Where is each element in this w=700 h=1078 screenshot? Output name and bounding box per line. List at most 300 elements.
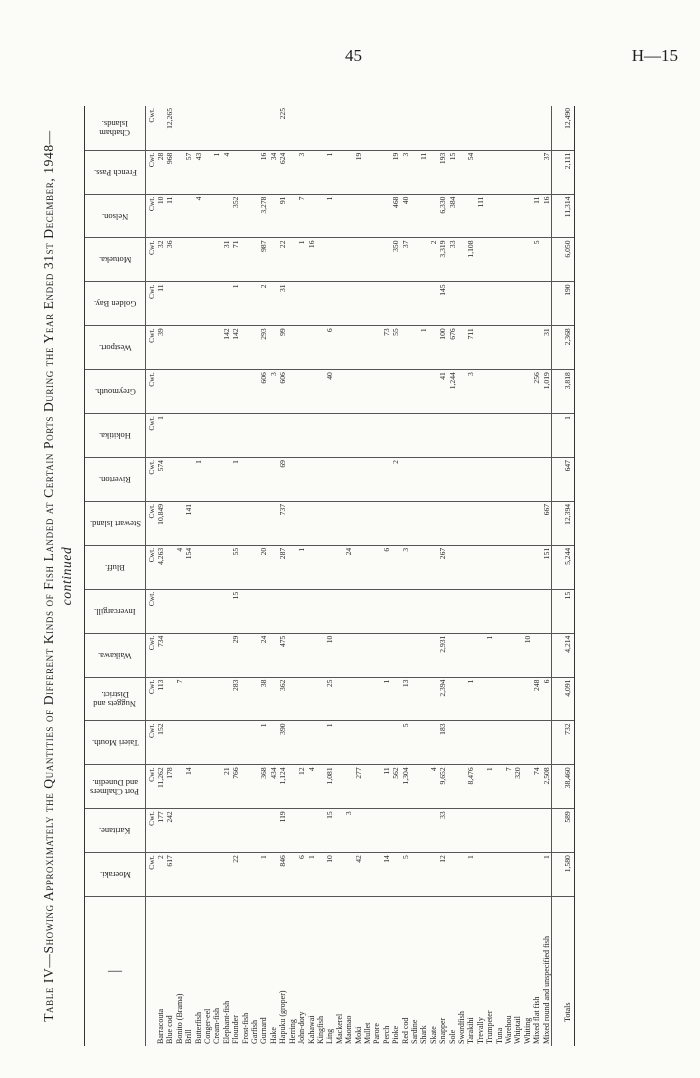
cell-value: [241, 809, 250, 853]
column-header-label: Bluff.: [105, 562, 125, 573]
table-row: [372, 106, 381, 1046]
cell-value: 846: [278, 853, 287, 897]
cell-value: [532, 326, 541, 370]
cell-value: [448, 633, 457, 677]
cell-value: [476, 765, 485, 809]
cell-value: [495, 545, 504, 589]
cell-value: [476, 150, 485, 194]
cell-value: [391, 809, 400, 853]
cell-value: 293: [259, 326, 268, 370]
cell-value: [175, 414, 184, 458]
cell-value: [269, 106, 278, 150]
cell-value: [325, 282, 334, 326]
cell-value: [344, 106, 353, 150]
cell-value: 6: [325, 326, 334, 370]
cell-value: [203, 238, 212, 282]
cell-value: [241, 150, 250, 194]
cell-value: [344, 765, 353, 809]
table-row: [363, 106, 372, 1046]
cell-value: [288, 194, 297, 238]
species-name: Mixed flat fish: [532, 996, 542, 1044]
cell-value: [410, 458, 419, 502]
cell-value: 10: [523, 633, 532, 677]
cell-value: [485, 370, 494, 414]
cell-value: [513, 150, 522, 194]
cell-value: [485, 853, 494, 897]
total-value: 6,050: [552, 238, 575, 282]
cell-value: [269, 721, 278, 765]
cell-value: [212, 282, 221, 326]
cell-value: [419, 458, 428, 502]
species-name: Warehou: [504, 1015, 514, 1044]
species-name: Tuna: [494, 1027, 504, 1044]
cell-value: [241, 501, 250, 545]
cell-value: [448, 721, 457, 765]
unit-label: Cwt.: [146, 414, 157, 458]
cell-value: [307, 106, 316, 150]
cell-value: [203, 677, 212, 721]
cell-value: 178: [165, 765, 174, 809]
cell-value: [203, 106, 212, 150]
total-value: 1: [552, 414, 575, 458]
cell-value: 37: [542, 150, 552, 194]
cell-value: 100: [438, 326, 447, 370]
cell-value: [410, 853, 419, 897]
cell-value: [316, 194, 325, 238]
cell-value: [297, 589, 306, 633]
cell-value: [335, 765, 344, 809]
total-value: 589: [552, 809, 575, 853]
cell-value: 40: [401, 194, 410, 238]
cell-value: [354, 633, 363, 677]
table-row: [410, 106, 419, 1046]
cell-value: [401, 501, 410, 545]
cell-value: [344, 414, 353, 458]
species-name: Butterfish: [193, 1012, 203, 1044]
cell-value: [523, 677, 532, 721]
cell-value: 11: [156, 282, 165, 326]
cell-value: [448, 501, 457, 545]
cell-value: [410, 501, 419, 545]
cell-value: [504, 809, 513, 853]
cell-value: [532, 589, 541, 633]
unit-label: Cwt.: [146, 194, 157, 238]
cell-value: 12: [297, 765, 306, 809]
cell-value: [401, 326, 410, 370]
cell-value: [532, 809, 541, 853]
column-header-label: Riverton.: [99, 474, 131, 485]
cell-value: 5: [401, 853, 410, 897]
cell-value: [222, 106, 231, 150]
cell-value: [391, 414, 400, 458]
cell-value: [307, 150, 316, 194]
cell-value: [222, 545, 231, 589]
cell-value: [250, 106, 259, 150]
cell-value: [175, 633, 184, 677]
column-header: [85, 589, 146, 633]
cell-value: [504, 458, 513, 502]
species-name: Perch: [381, 1025, 391, 1044]
cell-value: [259, 501, 268, 545]
species-name: Garfish: [250, 1020, 260, 1044]
column-header-label: Westport.: [98, 343, 132, 354]
cell-value: [354, 721, 363, 765]
cell-value: [335, 677, 344, 721]
cell-value: 183: [438, 721, 447, 765]
cell-value: 54: [466, 150, 475, 194]
cell-value: [532, 721, 541, 765]
cell-value: [429, 677, 438, 721]
cell-value: [410, 414, 419, 458]
total-value: 15: [552, 589, 575, 633]
cell-value: 1: [156, 414, 165, 458]
table-row: [222, 106, 231, 1046]
cell-value: [212, 370, 221, 414]
cell-value: [194, 853, 203, 897]
table-row: [523, 106, 532, 1046]
cell-value: [448, 545, 457, 589]
cell-value: [504, 633, 513, 677]
cell-value: [438, 414, 447, 458]
cell-value: [212, 765, 221, 809]
cell-value: [344, 721, 353, 765]
cell-value: [203, 545, 212, 589]
cell-value: [419, 809, 428, 853]
cell-value: [401, 414, 410, 458]
cell-value: [316, 545, 325, 589]
cell-value: [401, 589, 410, 633]
column-header: [85, 721, 146, 765]
cell-value: [212, 721, 221, 765]
cell-value: 737: [278, 501, 287, 545]
cell-value: [513, 370, 522, 414]
cell-value: [532, 458, 541, 502]
cell-value: [344, 326, 353, 370]
cell-value: [410, 150, 419, 194]
column-header: [85, 150, 146, 194]
total-value: 732: [552, 721, 575, 765]
stub-header-label: —: [108, 964, 122, 980]
table-row: [156, 106, 165, 1046]
cell-value: [194, 282, 203, 326]
cell-value: [184, 282, 193, 326]
cell-value: 1: [231, 458, 240, 502]
column-header-label: Port Chalmers and Dunedin.: [90, 777, 140, 797]
table-row: [485, 106, 494, 1046]
cell-value: [363, 765, 372, 809]
total-value: 5,244: [552, 545, 575, 589]
cell-value: [485, 809, 494, 853]
cell-value: [401, 809, 410, 853]
cell-value: [504, 326, 513, 370]
cell-value: [391, 370, 400, 414]
cell-value: [419, 721, 428, 765]
cell-value: 31: [542, 326, 552, 370]
cell-value: [269, 414, 278, 458]
cell-value: [344, 853, 353, 897]
column-header: [85, 501, 146, 545]
cell-value: [504, 414, 513, 458]
total-value: 12,394: [552, 501, 575, 545]
species-name: Maomao: [344, 1015, 354, 1044]
cell-value: [476, 326, 485, 370]
cell-value: [241, 545, 250, 589]
column-header-label: Golden Bay.: [93, 299, 137, 310]
cell-value: 667: [542, 501, 552, 545]
cell-value: [419, 370, 428, 414]
cell-value: [542, 238, 552, 282]
cell-value: [250, 370, 259, 414]
cell-value: [354, 238, 363, 282]
cell-value: 13: [401, 677, 410, 721]
cell-value: 99: [278, 326, 287, 370]
cell-value: [457, 326, 466, 370]
table-row: [175, 106, 184, 1046]
cell-value: [354, 414, 363, 458]
cell-value: [231, 106, 240, 150]
cell-value: [523, 765, 532, 809]
cell-value: [495, 106, 504, 150]
cell-value: [288, 501, 297, 545]
cell-value: 22: [278, 238, 287, 282]
cell-value: [335, 106, 344, 150]
species-name: Red cod: [400, 1017, 410, 1044]
cell-value: 468: [391, 194, 400, 238]
cell-value: 277: [354, 765, 363, 809]
cell-value: [372, 414, 381, 458]
cell-value: [495, 633, 504, 677]
cell-value: 7: [297, 194, 306, 238]
unit-label: Cwt.: [146, 501, 157, 545]
cell-value: [476, 282, 485, 326]
cell-value: [203, 589, 212, 633]
cell-value: [175, 238, 184, 282]
cell-value: [288, 414, 297, 458]
cell-value: [250, 589, 259, 633]
cell-value: [307, 326, 316, 370]
column-header-row: [85, 106, 146, 1046]
cell-value: 1: [325, 721, 334, 765]
cell-value: 32: [156, 238, 165, 282]
table-title-continued: continued: [59, 546, 74, 606]
cell-value: [250, 194, 259, 238]
cell-value: [532, 853, 541, 897]
cell-value: [335, 545, 344, 589]
cell-value: [354, 501, 363, 545]
cell-value: [485, 106, 494, 150]
table-row: [250, 106, 259, 1046]
cell-value: [542, 414, 552, 458]
species-name: Hapuku (groper): [278, 990, 288, 1044]
table-row: [297, 106, 306, 1046]
cell-value: [429, 501, 438, 545]
cell-value: [325, 545, 334, 589]
cell-value: [504, 853, 513, 897]
cell-value: [457, 370, 466, 414]
cell-value: [466, 194, 475, 238]
cell-value: 6,330: [438, 194, 447, 238]
cell-value: [335, 238, 344, 282]
cell-value: [250, 677, 259, 721]
cell-value: [297, 633, 306, 677]
cell-value: [476, 853, 485, 897]
cell-value: 154: [184, 545, 193, 589]
cell-value: [401, 458, 410, 502]
cell-value: [363, 194, 372, 238]
table-row: [448, 106, 457, 1046]
cell-value: [419, 677, 428, 721]
cell-value: 1: [259, 853, 268, 897]
table-row: [269, 106, 278, 1046]
cell-value: [485, 545, 494, 589]
cell-value: [504, 282, 513, 326]
cell-value: [448, 765, 457, 809]
cell-value: [523, 194, 532, 238]
cell-value: [382, 633, 391, 677]
cell-value: [523, 150, 532, 194]
table-row: [194, 106, 203, 1046]
cell-value: [184, 458, 193, 502]
cell-value: [532, 633, 541, 677]
cell-value: 57: [184, 150, 193, 194]
unit-label: Cwt.: [146, 238, 157, 282]
cell-value: [222, 721, 231, 765]
cell-value: [184, 238, 193, 282]
cell-value: [410, 809, 419, 853]
cell-value: [184, 809, 193, 853]
cell-value: [175, 106, 184, 150]
cell-value: [269, 458, 278, 502]
cell-value: [203, 326, 212, 370]
cell-value: 9,652: [438, 765, 447, 809]
cell-value: [513, 853, 522, 897]
cell-value: 16: [307, 238, 316, 282]
unit-label: Cwt.: [146, 326, 157, 370]
cell-value: 55: [391, 326, 400, 370]
cell-value: 968: [165, 150, 174, 194]
cell-value: [457, 238, 466, 282]
cell-value: [495, 809, 504, 853]
cell-value: 6: [297, 853, 306, 897]
cell-value: 676: [448, 326, 457, 370]
cell-value: [288, 765, 297, 809]
total-value: 190: [552, 282, 575, 326]
unit-label: Cwt.: [146, 282, 157, 326]
cell-value: [457, 150, 466, 194]
cell-value: [391, 721, 400, 765]
cell-value: 142: [222, 326, 231, 370]
cell-value: [513, 458, 522, 502]
cell-value: [165, 721, 174, 765]
cell-value: [335, 501, 344, 545]
cell-value: [288, 458, 297, 502]
cell-value: [344, 677, 353, 721]
cell-value: 29: [231, 633, 240, 677]
cell-value: 8,476: [466, 765, 475, 809]
cell-value: [363, 633, 372, 677]
cell-value: 31: [278, 282, 287, 326]
cell-value: [335, 633, 344, 677]
cell-value: [410, 370, 419, 414]
cell-value: [297, 501, 306, 545]
cell-value: [476, 721, 485, 765]
cell-value: 37: [401, 238, 410, 282]
cell-value: 22: [231, 853, 240, 897]
cell-value: [363, 326, 372, 370]
cell-value: [156, 589, 165, 633]
cell-value: 16: [542, 194, 552, 238]
column-header: [85, 370, 146, 414]
cell-value: 5: [532, 238, 541, 282]
cell-value: [363, 370, 372, 414]
cell-value: 145: [438, 282, 447, 326]
cell-value: [429, 589, 438, 633]
species-name: Blue cod: [165, 1015, 175, 1044]
column-header: [85, 414, 146, 458]
table-row: [307, 106, 316, 1046]
cell-value: [363, 545, 372, 589]
cell-value: [419, 282, 428, 326]
cell-value: [269, 326, 278, 370]
cell-value: [448, 809, 457, 853]
cell-value: [419, 106, 428, 150]
cell-value: 71: [231, 238, 240, 282]
species-name: Parore: [372, 1023, 382, 1044]
cell-value: [175, 809, 184, 853]
cell-value: [513, 677, 522, 721]
cell-value: [307, 677, 316, 721]
table-row: [259, 106, 268, 1046]
table-row: [401, 106, 410, 1046]
cell-value: 16: [259, 150, 268, 194]
table-row: [241, 106, 250, 1046]
unit-label: Cwt.: [146, 106, 157, 150]
cell-value: [250, 545, 259, 589]
cell-value: [372, 545, 381, 589]
cell-value: [523, 106, 532, 150]
species-name: Trumpeter: [485, 1010, 495, 1044]
cell-value: [354, 677, 363, 721]
cell-value: [495, 853, 504, 897]
species-name: Flounder: [231, 1015, 241, 1044]
cell-value: 11: [419, 150, 428, 194]
cell-value: [495, 238, 504, 282]
cell-value: 3: [401, 150, 410, 194]
cell-value: [222, 809, 231, 853]
cell-value: 55: [231, 545, 240, 589]
cell-value: [372, 326, 381, 370]
cell-value: 350: [391, 238, 400, 282]
cell-value: [429, 150, 438, 194]
cell-value: 242: [165, 809, 174, 853]
cell-value: 1: [542, 853, 552, 897]
cell-value: [269, 589, 278, 633]
cell-value: [288, 238, 297, 282]
cell-value: [410, 106, 419, 150]
cell-value: [457, 545, 466, 589]
unit-stub: [146, 897, 157, 1046]
cell-value: [335, 589, 344, 633]
cell-value: [307, 414, 316, 458]
cell-value: 711: [466, 326, 475, 370]
cell-value: [259, 106, 268, 150]
unit-label: Cwt.: [146, 809, 157, 853]
cell-value: [372, 853, 381, 897]
cell-value: 38: [259, 677, 268, 721]
cell-value: [231, 809, 240, 853]
total-value: 2,368: [552, 326, 575, 370]
cell-value: [410, 721, 419, 765]
